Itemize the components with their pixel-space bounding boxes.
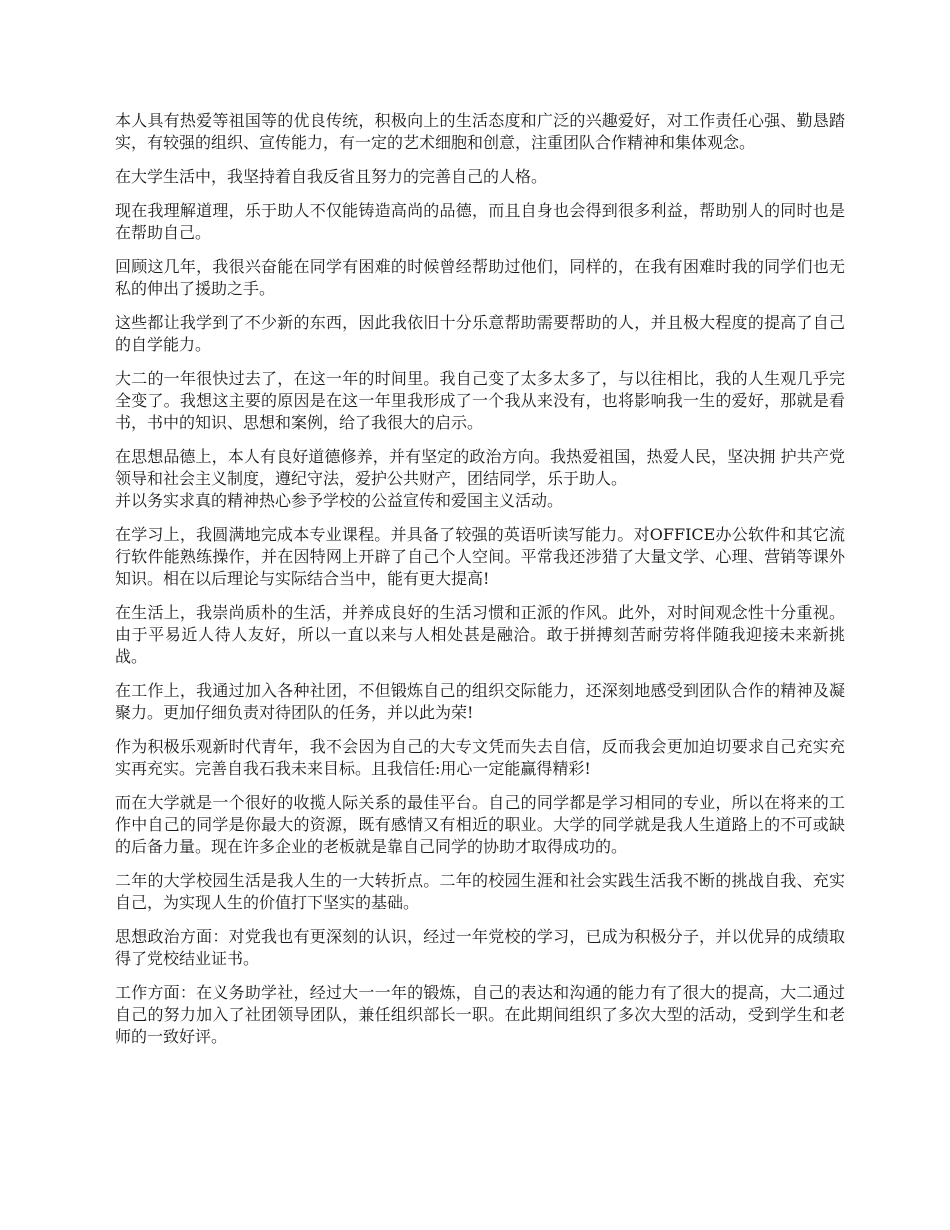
paragraph-1: 本人具有热爱等祖国等的优良传统，积极向上的生活态度和广泛的兴趣爱好，对工作责任心强、勤恳踏实，有较强的组织、宣传能力，有一定的艺术细胞和创意，注重团队合作精神和集体观念。 (115, 111, 845, 152)
paragraph-11: 作为积极乐观新时代青年，我不会因为自己的大专文凭而失去自信，反而我会更加迫切要求自己充实充实再充实。完善自我石我未来目标。且我信任:用心一定能赢得精彩! (115, 737, 845, 778)
document-body (115, 110, 845, 1060)
paragraph-10: 在工作上，我通过加入各种社团，不但锻炼自己的组织交际能力，还深刻地感受到团队合作的精神及凝聚力。更加仔细负责对待团队的任务，并以此为荣! (115, 681, 845, 722)
paragraph-9: 在生活上，我崇尚质朴的生活，并养成良好的生活习惯和正派的作风。此外，对时间观念性十分重视。由于平易近人待人友好，所以一直以来与人相处甚是融洽。敢于拼搏刻苦耐劳将伴随我迎接未来新挑战。 (115, 603, 845, 666)
paragraph-5: 这些都让我学到了不少新的东西，因此我依旧十分乐意帮助需要帮助的人，并且极大程度的提高了自己的自学能力。 (115, 313, 845, 354)
paragraph-6: 大二的一年很快过去了，在这一年的时间里。我自己变了太多太多了，与以往相比，我的人生观几乎完全变了。我想这主要的原因是在这一年里我形成了一个我从来没有，也将影响我一生的爱好，那就是看书，书中的知识、思想和案例，给了我很大的启示。 (115, 369, 845, 432)
paragraph-3: 现在我理解道理，乐于助人不仅能铸造高尚的品德，而且自身也会得到很多利益，帮助别人的同时也是在帮助自己。 (115, 201, 845, 242)
paragraph-14: 思想政治方面：对党我也有更深刻的认识，经过一年党校的学习，已成为积极分子，并以优异的成绩取得了党校结业证书。 (115, 927, 845, 968)
paragraph-8: 在学习上，我圆满地完成本专业课程。并具备了较强的英语听读写能力。对OFFICE办公软件和其它流行软件能熟练操作，并在因特网上开辟了自己个人空间。平常我还涉猎了大量文学、心理、营销等课外知识。相在以后理论与实际结合当中，能有更大提高! (115, 525, 845, 588)
paragraph-4: 回顾这几年，我很兴奋能在同学有困难的时候曾经帮助过他们，同样的，在我有困难时我的同学们也无私的伸出了援助之手。 (115, 257, 845, 298)
paragraph-7: 在思想品德上，本人有良好道德修养，并有坚定的政治方向。我热爱祖国，热爱人民，坚决拥 护共产党领导和社会主义制度，遵纪守法，爱护公共财产，团结同学，乐于助人。 并以务实求真的精神热心参予学校的公益宣传和爱国主义活动。 (115, 447, 845, 510)
paragraph-2: 在大学生活中，我坚持着自我反省且努力的完善自己的人格。 (115, 167, 548, 186)
paragraph-13: 二年的大学校园生活是我人生的一大转折点。二年的校园生涯和社会实践生活我不断的挑战自我、充实自己，为实现人生的价值打下坚实的基础。 (115, 871, 845, 912)
paragraph-15: 工作方面：在义务助学社，经过大一一年的锻炼，自己的表达和沟通的能力有了很大的提高，大二通过自己的努力加入了社团领导团队，兼任组织部长一职。在此期间组织了多次大型的活动，受到学生和老师的一致好评。 (115, 983, 845, 1046)
paragraph-12: 而在大学就是一个很好的收揽人际关系的最佳平台。自己的同学都是学习相同的专业，所以在将来的工作中自己的同学是你最大的资源，既有感情又有相近的职业。大学的同学就是我人生道路上的不可或缺的后备力量。现在许多企业的老板就是靠自己同学的协助才取得成功的。 (115, 793, 845, 856)
